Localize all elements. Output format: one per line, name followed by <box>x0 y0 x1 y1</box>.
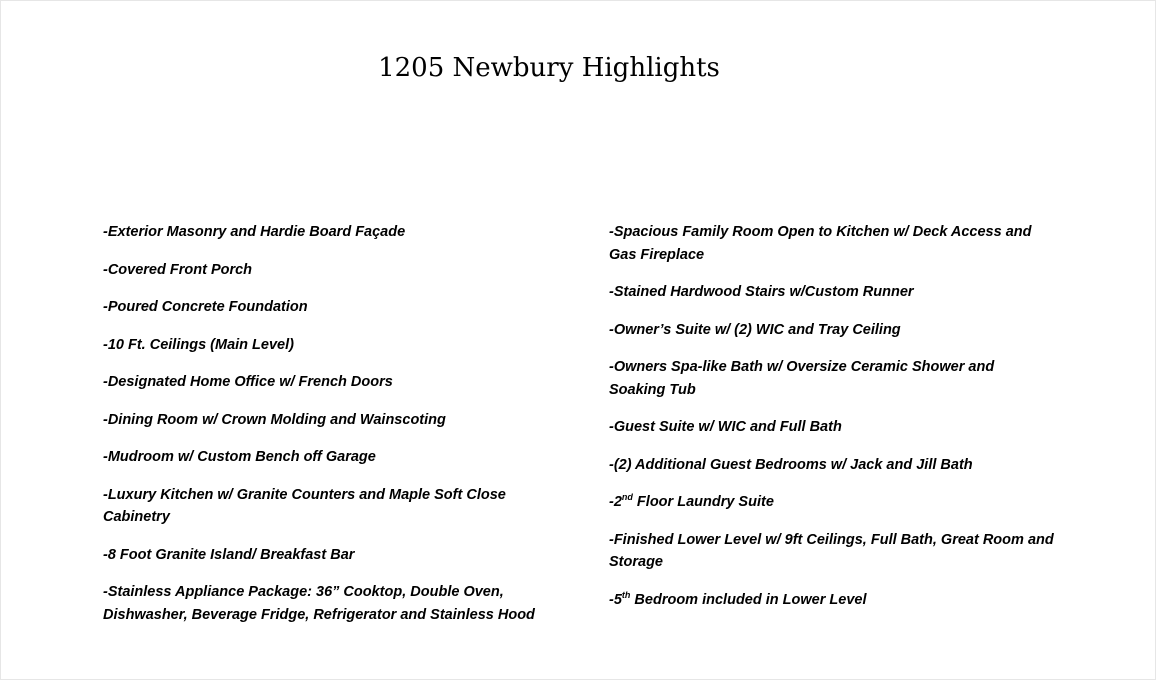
list-item: -Finished Lower Level w/ 9ft Ceilings, Full Bath, Great Room and Storage <box>609 531 1054 570</box>
bedroom-text: Bedroom included in Lower Level <box>630 591 867 608</box>
list-item-laundry <box>609 491 1054 514</box>
laundry-ordinal-suffix: nd <box>621 492 633 503</box>
list-item: -Dining Room w/ Crown Molding and Wainscoting <box>103 411 446 428</box>
page-title: 1205 Newbury Highlights <box>378 53 720 83</box>
list-item: -Mudroom w/ Custom Bench off Garage <box>103 449 376 465</box>
list-item: -Owner’s Suite w/ (2) WIC and Tray Ceiling <box>609 321 901 338</box>
list-item: -Owners Spa-like Bath w/ Oversize Ceramic Shower and Soaking Tub <box>609 359 995 398</box>
list-item-bedroom <box>609 589 1054 612</box>
list-item: -8 Foot Granite Island/ Breakfast Bar <box>103 546 355 563</box>
highlights-right-column <box>609 221 1054 626</box>
list-item: -Guest Suite w/ WIC and Full Bath <box>609 419 842 435</box>
list-item: -Exterior Masonry and Hardie Board Façade <box>103 224 406 240</box>
list-item: -10 Ft. Ceilings (Main Level) <box>103 336 294 353</box>
list-item: -Luxury Kitchen w/ Granite Counters and Maple Soft Close Cabinetry <box>103 486 506 525</box>
laundry-prefix: -2 <box>609 494 622 510</box>
list-item: -Stainless Appliance Package: 36” Cooktop, Double Oven, Dishwasher, Beverage Fridge, Refrigerator and Stainless Hood <box>103 584 535 623</box>
list-item: -Designated Home Office w/ French Doors <box>103 374 393 390</box>
list-item: -Spacious Family Room Open to Kitchen w/ Deck Access and Gas Fireplace <box>609 224 1032 263</box>
laundry-text: Floor Laundry Suite <box>632 494 774 510</box>
highlights-left-column <box>103 221 543 641</box>
list-item: -Poured Concrete Foundation <box>103 299 308 315</box>
bedroom-ordinal-suffix: th <box>621 589 631 600</box>
list-item: -(2) Additional Guest Bedrooms w/ Jack and Jill Bath <box>609 456 973 473</box>
list-item: -Stained Hardwood Stairs w/Custom Runner <box>609 284 914 300</box>
list-item: -Covered Front Porch <box>103 261 253 278</box>
bedroom-prefix: -5 <box>609 591 622 608</box>
